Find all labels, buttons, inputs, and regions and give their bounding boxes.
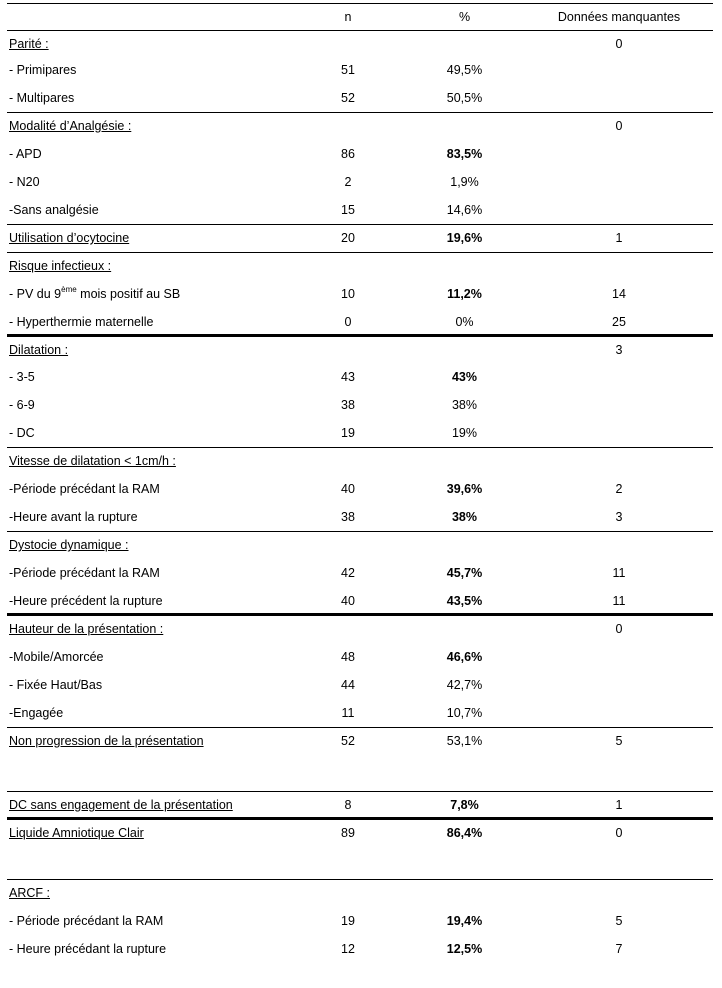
row-label [9,475,160,503]
table-row [7,168,713,196]
row-label [9,791,233,819]
row-missing: 0 [615,826,623,840]
row-label [9,447,176,475]
table-row [7,727,713,755]
table-row [7,196,713,224]
table-row [7,850,713,879]
row-label [9,587,163,615]
table-row [7,935,713,963]
row-label-text: Dilatation : [9,343,69,357]
row-n: 38 [341,398,355,412]
table-row [7,503,713,531]
row-label-text: Non progression de la présentation [9,734,204,748]
row-label-text: -Mobile/Amorcée [9,650,104,664]
row-n: 48 [341,650,355,664]
table-row [7,308,713,336]
row-n: 15 [341,203,355,217]
table-row [7,531,713,559]
row-n: 38 [341,510,355,524]
row-percent: 19,6% [446,231,483,245]
row-missing: 0 [615,119,623,133]
table-row [7,907,713,935]
table-row [7,559,713,587]
row-n: 12 [341,942,355,956]
row-label [9,336,68,364]
row-n: 19 [341,426,355,440]
table-row [7,56,713,84]
row-label-text: -Période précédant la RAM [9,482,160,496]
row-label-text: - Période précédant la RAM [9,914,164,928]
row-label-text: - Primipares [9,63,77,77]
row-percent: 42,7% [446,678,483,692]
row-label [9,196,99,224]
row-label [9,559,160,587]
row-label-text: - N20 [9,175,40,189]
row-label-text: -Heure avant la rupture [9,510,138,524]
row-percent: 7,8% [450,798,479,812]
row-label [9,363,35,391]
row-label-text: - DC [9,426,35,440]
row-label [9,907,163,935]
row-missing: 5 [615,734,623,748]
row-label-text: - Heure précédant la rupture [9,942,167,956]
row-missing: 5 [615,914,623,928]
row-percent: 45,7% [446,566,483,580]
row-label [9,935,166,963]
row-n: 89 [341,826,355,840]
table-row [7,391,713,419]
row-n: 19 [341,914,355,928]
table-row [7,587,713,615]
row-percent: 50,5% [446,91,483,105]
row-n: 52 [341,91,355,105]
row-percent: 53,1% [446,734,483,748]
table-row [7,84,713,112]
data-table [7,3,713,963]
row-label [9,224,129,252]
row-label [9,671,102,699]
row-label [9,531,129,559]
row-n: 2 [344,175,352,189]
row-percent: 38% [451,398,478,412]
row-percent: 43,5% [446,594,483,608]
row-label-text: - Hyperthermie maternelle [9,315,154,329]
row-missing: 2 [615,482,623,496]
row-label-text: - 3-5 [9,370,35,384]
row-label [9,84,74,112]
row-n: 11 [341,706,355,720]
row-label [9,727,204,755]
table-row [7,819,713,850]
table-body [7,30,713,963]
table-row [7,615,713,643]
row-percent: 14,6% [446,203,483,217]
row-n: 10 [341,287,355,301]
row-missing: 1 [615,798,623,812]
row-percent: 10,7% [446,706,483,720]
row-percent: 39,6% [446,482,483,496]
row-label [9,56,76,84]
row-separator [7,879,713,880]
row-label-text: - Multipares [9,91,75,105]
table-row [7,791,713,819]
row-percent: 12,5% [446,942,483,956]
table-row [7,419,713,447]
row-label-text: -Heure précédent la rupture [9,594,163,608]
row-n: 20 [341,231,355,245]
row-label-text: Hauteur de la présentation : [9,622,164,636]
row-missing: 0 [615,37,623,51]
table-row [7,755,713,791]
table-row [7,140,713,168]
row-n: 51 [341,63,355,77]
row-label [9,699,63,727]
row-label-text: Utilisation d’ocytocine [9,231,130,245]
row-label [9,879,50,907]
row-percent: 19% [451,426,478,440]
row-n: 42 [341,566,355,580]
header-row [7,3,713,30]
row-label [9,419,35,447]
row-label-text: -Engagée [9,706,64,720]
row-percent: 49,5% [446,63,483,77]
header-cell-percent: % [458,10,471,24]
row-label-text: - 6-9 [9,398,35,412]
row-label-text-after: mois positif au SB [76,287,181,301]
row-label-text: - Fixée Haut/Bas [9,678,103,692]
row-label [9,308,154,336]
table-row [7,643,713,671]
table-row [7,447,713,475]
table-row [7,363,713,391]
row-missing: 3 [615,343,623,357]
row-label [9,643,103,671]
row-label-text: - PV du 9 [9,287,62,301]
table-row [7,879,713,907]
row-label [9,391,35,419]
row-label [9,252,111,280]
row-n: 40 [341,594,355,608]
header-cell-n: n [344,10,352,24]
row-label [9,615,163,643]
row-missing: 14 [612,287,626,301]
row-percent: 1,9% [450,175,479,189]
table-row [7,30,713,56]
row-label [9,503,138,531]
table-row [7,671,713,699]
row-n: 0 [344,315,352,329]
table-row [7,112,713,140]
row-missing: 7 [615,942,623,956]
table-row [7,224,713,252]
row-label-text: Modalité d’Analgésie : [9,119,132,133]
row-label-text: Liquide Amniotique Clair [9,826,144,840]
row-n: 52 [341,734,355,748]
row-percent: 43% [451,370,478,384]
row-missing: 1 [615,231,623,245]
table-row [7,336,713,363]
row-percent: 19,4% [446,914,483,928]
row-n: 8 [344,798,352,812]
row-label [9,112,131,140]
row-label [9,140,42,168]
row-percent: 46,6% [446,650,483,664]
row-label-text: DC sans engagement de la présentation [9,798,233,812]
row-label-text: Dystocie dynamique : [9,538,129,552]
row-missing: 3 [615,510,623,524]
table-row [7,252,713,280]
row-label [9,280,180,308]
row-label-text: Vitesse de dilatation < 1cm/h : [9,454,176,468]
row-label-text: ARCF : [9,886,50,900]
row-label [9,168,40,196]
row-label [9,30,49,58]
table-row [7,699,713,727]
row-n: 44 [341,678,355,692]
row-n: 43 [341,370,355,384]
row-missing: 0 [615,622,623,636]
row-label-text: Parité : [9,37,49,51]
row-percent: 0% [455,315,474,329]
row-missing: 11 [612,566,626,580]
row-percent: 83,5% [446,147,483,161]
row-label-superscript: ème [61,285,77,294]
row-label-text: -Période précédant la RAM [9,566,160,580]
row-missing: 11 [612,594,626,608]
row-missing: 25 [612,315,626,329]
table-row [7,475,713,503]
row-label-text: Risque infectieux : [9,259,112,273]
row-percent: 11,2% [447,287,482,301]
row-percent: 86,4% [446,826,483,840]
table-row [7,280,713,308]
row-label-text: - APD [9,147,42,161]
row-n: 86 [341,147,355,161]
row-label-text: -Sans analgésie [9,203,99,217]
row-label [9,819,144,847]
header-cell-missing: Données manquantes [557,10,681,24]
row-n: 40 [341,482,355,496]
row-percent: 38% [451,510,478,524]
row-separator [7,252,713,253]
